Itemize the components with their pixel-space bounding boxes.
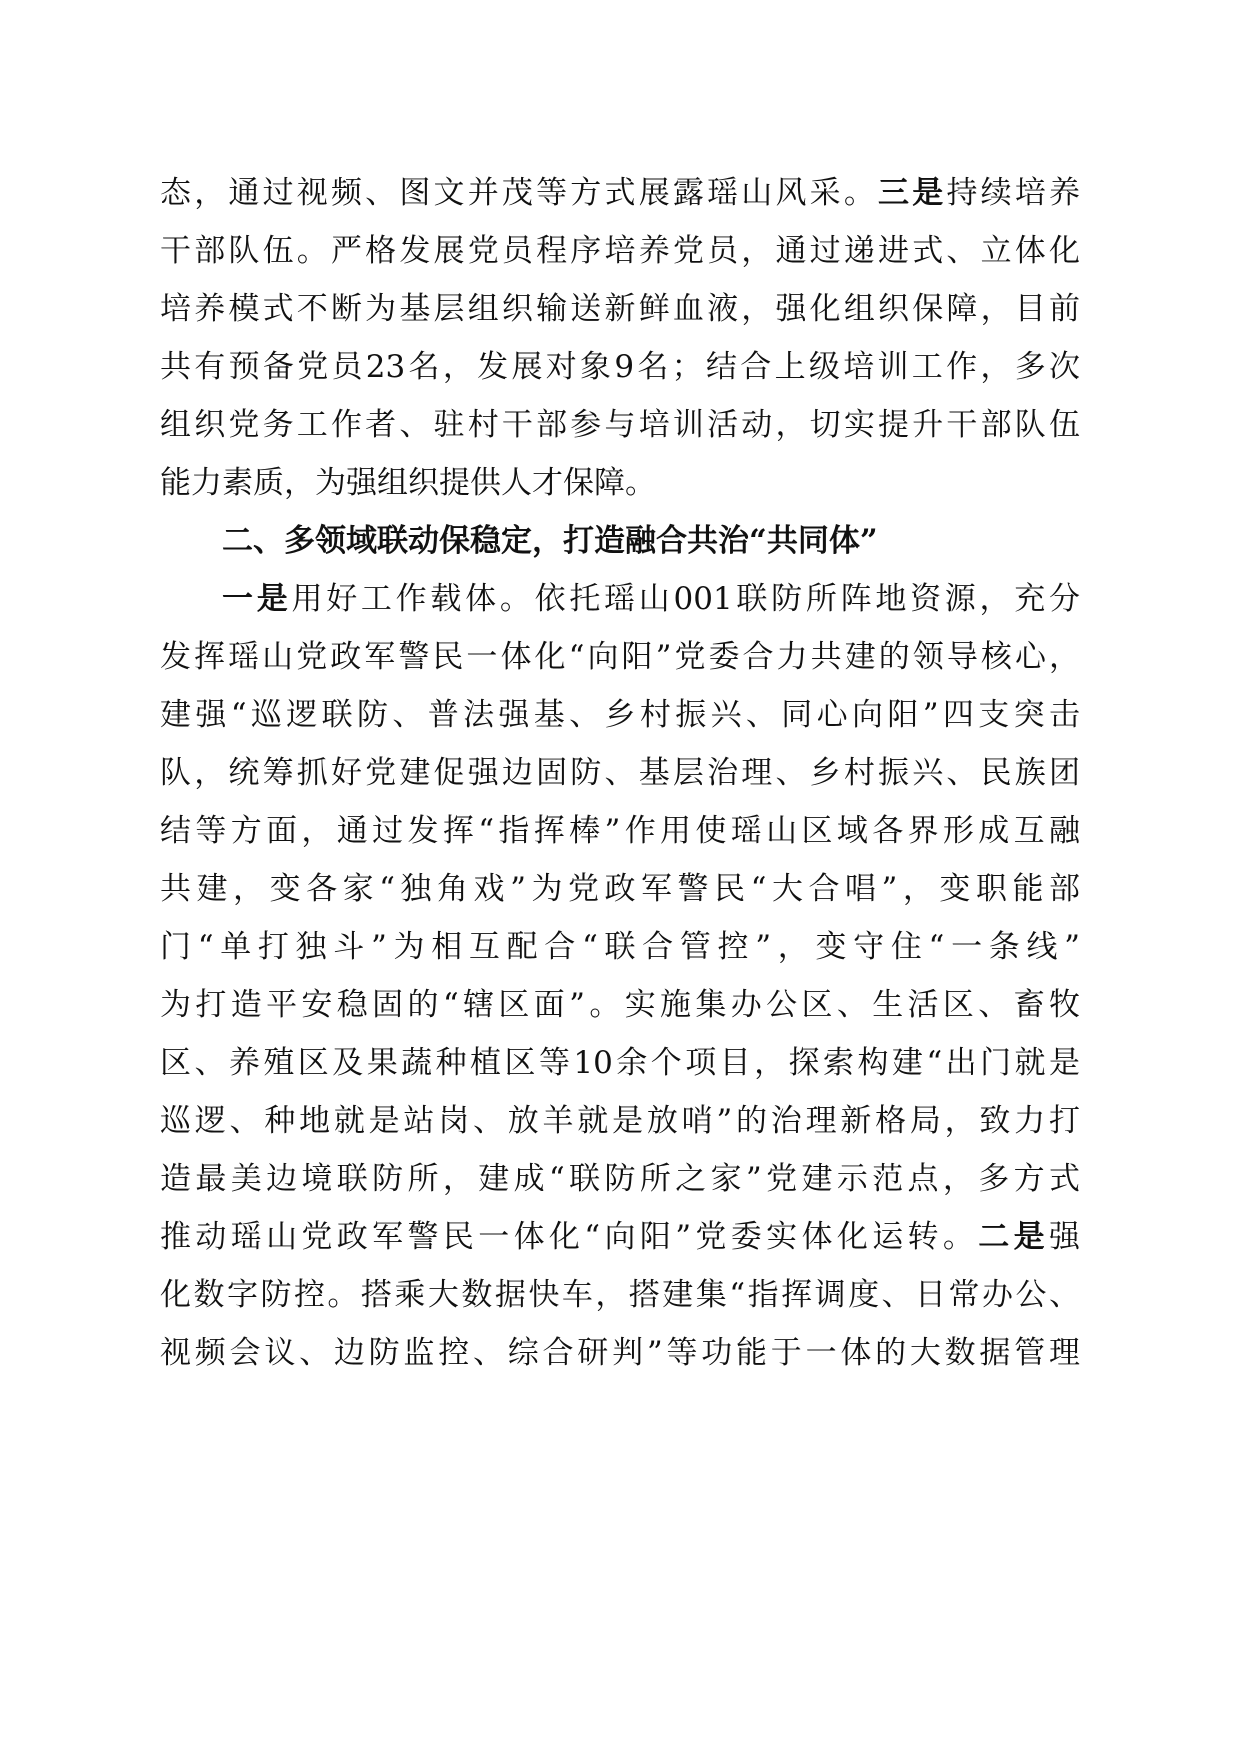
body-line: 干部队伍。严格发展党员程序培养党员，通过递进式、立体化 [160,233,1080,269]
body-line: 发挥瑶山党政军警民一体化“向阳”党委合力共建的领导核心， [160,639,1080,675]
body-line: 为打造平安稳固的“辖区面”。实施集办公区、生活区、畜牧 [160,987,1080,1023]
body-line: 巡逻、种地就是站岗、放羊就是放哨”的治理新格局，致力打 [160,1103,1080,1139]
body-line: 结等方面，通过发挥“指挥棒”作用使瑶山区域各界形成互融 [160,813,1080,849]
body-line: 门“单打独斗”为相互配合“联合管控”，变守住“一条线” [160,929,1080,965]
body-line: 能力素质，为强组织提供人才保障。 [160,465,656,501]
bold-marker: 三是 [878,175,947,211]
body-line: 建强“巡逻联防、普法强基、乡村振兴、同心向阳”四支突击 [160,697,1080,733]
body-line: 一是用好工作载体。依托瑶山001联防所阵地资源，充分 [222,581,1081,617]
body-line: 组织党务工作者、驻村干部参与培训活动，切实提升干部队伍 [160,407,1080,443]
body-line: 共有预备党员23名，发展对象9名；结合上级培训工作，多次 [160,349,1080,385]
bold-marker: 二是 [978,1219,1049,1255]
body-line: 区、养殖区及果蔬种植区等10余个项目，探索构建“出门就是 [160,1045,1080,1081]
section-heading: 二、多领域联动保稳定，打造融合共治“共同体” [222,523,878,559]
body-line: 培养模式不断为基层组织输送新鲜血液，强化组织保障，目前 [160,291,1080,327]
body-line: 推动瑶山党政军警民一体化“向阳”党委实体化运转。二是强 [160,1219,1080,1255]
body-line: 造最美边境联防所，建成“联防所之家”党建示范点，多方式 [160,1161,1080,1197]
body-line: 态，通过视频、图文并茂等方式展露瑶山风采。三是持续培养 [160,175,1081,211]
body-line: 队，统筹抓好党建促强边固防、基层治理、乡村振兴、民族团 [160,755,1080,791]
body-line: 视频会议、边防监控、综合研判”等功能于一体的大数据管理 [160,1335,1080,1371]
bold-marker: 一是 [222,581,292,617]
body-line: 化数字防控。搭乘大数据快车，搭建集“指挥调度、日常办公、 [160,1277,1080,1313]
body-line: 共建，变各家“独角戏”为党政军警民“大合唱”，变职能部 [160,871,1080,907]
